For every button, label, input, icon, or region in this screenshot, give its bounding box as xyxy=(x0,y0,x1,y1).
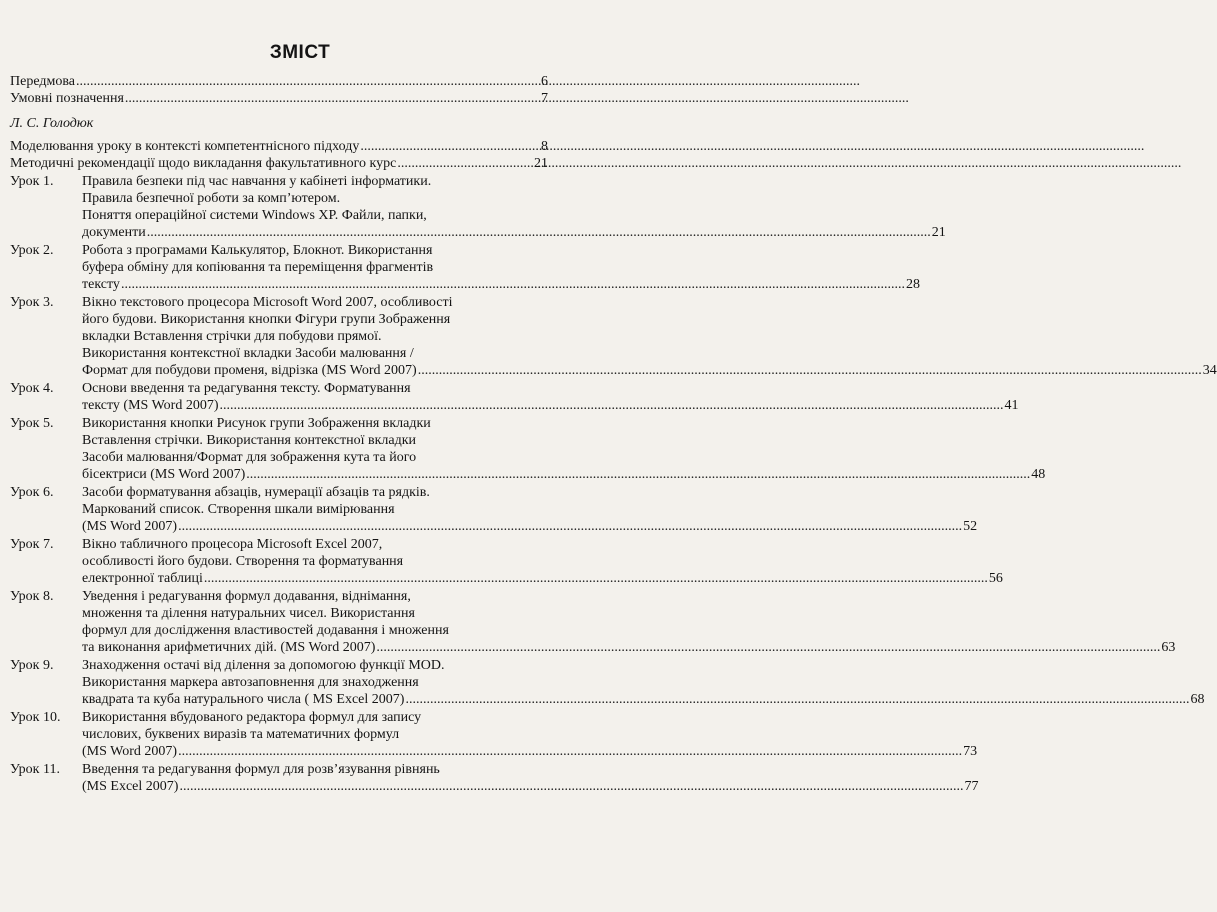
lesson-title-line xyxy=(82,536,1003,553)
toc-entry-text: Засоби малювання/Формат для зображення кута та його xyxy=(82,450,417,465)
lesson-title-line xyxy=(82,190,946,207)
toc-lesson-entry[interactable] xyxy=(10,709,978,760)
toc-entry-text: Поняття операційної системи Windows XP. Файли, папки, xyxy=(82,208,427,223)
lesson-number: Урок 7. xyxy=(10,537,54,552)
lesson-title xyxy=(82,415,1045,483)
toc-entry-text: Основи введення та редагування тексту. Форматування xyxy=(82,381,411,396)
lesson-title-line xyxy=(82,501,977,518)
leader-dots xyxy=(376,639,1160,656)
toc-entry-text: числових, буквених виразів та математичних формул xyxy=(82,727,400,742)
lesson-title-line xyxy=(82,726,977,743)
lesson-title-line xyxy=(82,380,1019,397)
lesson-title xyxy=(82,709,977,760)
lesson-title xyxy=(82,588,1175,656)
toc-entry-text: вкладки Вставлення стрічки для побудови прямої. xyxy=(82,329,382,344)
lesson-number: Урок 8. xyxy=(10,589,54,604)
toc-entry-text: Використання кнопки Рисунок групи Зображення вкладки xyxy=(82,416,431,431)
author-name: Л. С. Голодюк xyxy=(10,116,94,131)
lesson-title-line xyxy=(82,709,977,726)
leader-dots xyxy=(418,362,1202,379)
lesson-number: Урок 6. xyxy=(10,485,54,500)
toc-entry-text: Використання маркера автозаповнення для знаходження xyxy=(82,675,419,690)
lesson-title-line xyxy=(82,449,1045,466)
toc-entry[interactable] xyxy=(10,90,548,107)
toc-entry-page: 63 xyxy=(1161,640,1176,655)
toc-entry-page: 21 xyxy=(534,156,548,171)
lesson-title-line xyxy=(82,345,1217,362)
toc-entry-text: бісектриси (MS Word 2007) xyxy=(82,467,246,482)
toc-entry-text: Знаходження остачі від ділення за допомогою функції MOD. xyxy=(82,658,445,673)
lesson-title xyxy=(82,484,977,535)
toc-entry-page: 41 xyxy=(1004,398,1019,413)
toc-lesson-entry[interactable] xyxy=(10,380,1019,414)
leader-dots xyxy=(246,466,1030,483)
table-of-contents xyxy=(10,73,1217,795)
toc-entry-text: електронної таблиці xyxy=(82,571,203,586)
toc-entry-page: 56 xyxy=(988,571,1003,586)
lessons-list xyxy=(10,173,1217,795)
leader-dots xyxy=(204,570,988,587)
leader-dots xyxy=(179,778,963,795)
lesson-title-line xyxy=(82,276,920,293)
toc-entry-text: Введення та редагування формул для розв’язування рівнянь xyxy=(82,762,440,777)
toc-entry[interactable] xyxy=(10,73,548,90)
toc-entry-page: 8 xyxy=(541,139,548,154)
toc-entry-page: 48 xyxy=(1031,467,1046,482)
lesson-title-line xyxy=(82,173,946,190)
lesson-title-line xyxy=(82,311,1217,328)
lesson-title-line xyxy=(82,605,1175,622)
lesson-title-line xyxy=(82,294,1217,311)
leader-dots xyxy=(360,138,540,155)
lesson-number: Урок 1. xyxy=(10,174,54,189)
lesson-title-line xyxy=(82,259,920,276)
toc-entry-text: Моделювання уроку в контексті компетентнісного підходу xyxy=(10,139,360,154)
toc-entry-text: (MS Word 2007) xyxy=(82,744,178,759)
lesson-title-line xyxy=(82,207,946,224)
lesson-title-line xyxy=(82,484,977,501)
toc-entry-page: 21 xyxy=(931,225,946,240)
toc-entry-text: Правила безпечної роботи за комп’ютером. xyxy=(82,191,341,206)
lesson-title-line xyxy=(82,588,1175,605)
toc-entry-text: Засоби форматування абзаців, нумерації абзаців та рядків. xyxy=(82,485,430,500)
toc-lesson-entry[interactable] xyxy=(10,536,1003,587)
lesson-number: Урок 3. xyxy=(10,295,54,310)
toc-entry[interactable] xyxy=(10,155,548,172)
lesson-title-line xyxy=(82,778,978,795)
toc-entry-page: 77 xyxy=(964,779,979,794)
leader-dots xyxy=(121,276,905,293)
lesson-number: Урок 4. xyxy=(10,381,54,396)
lesson-title-line xyxy=(82,761,978,778)
toc-entry-text: Методичні рекомендації щодо викладання факультативного курс xyxy=(10,156,397,171)
leader-dots xyxy=(397,155,533,172)
toc-entry-page: 6 xyxy=(541,74,548,89)
leader-dots xyxy=(125,90,540,107)
toc-entry-text: формул для дослідження властивостей додавання і множення xyxy=(82,623,449,638)
lesson-title-line xyxy=(82,570,1003,587)
toc-lesson-entry[interactable] xyxy=(10,657,1205,708)
leader-dots xyxy=(178,518,962,535)
toc-entry[interactable] xyxy=(10,138,548,155)
page-title: ЗМІСТ xyxy=(269,42,331,63)
lesson-title-line xyxy=(82,639,1175,656)
front-matter xyxy=(10,73,548,107)
leader-dots xyxy=(405,691,1189,708)
leader-dots xyxy=(220,397,1004,414)
lesson-title-line xyxy=(82,328,1217,345)
lesson-number: Урок 9. xyxy=(10,658,54,673)
leader-dots xyxy=(147,224,931,241)
lesson-title-line xyxy=(82,466,1045,483)
toc-entry-text: та виконання арифметичних дій. (MS Word 2007) xyxy=(82,640,376,655)
lesson-title-line xyxy=(82,415,1045,432)
toc-entry-text: Вставлення стрічки. Використання контекстної вкладки xyxy=(82,433,416,448)
toc-entry-text: Використання контекстної вкладки Засоби малювання / xyxy=(82,346,414,361)
lesson-title-line xyxy=(82,432,1045,449)
lesson-title-line xyxy=(82,622,1175,639)
toc-lesson-entry[interactable] xyxy=(10,173,946,241)
toc-entry-text: множення та ділення натуральних чисел. Використання xyxy=(82,606,415,621)
lesson-title-line xyxy=(82,691,1204,708)
toc-entry-text: (MS Excel 2007) xyxy=(82,779,179,794)
toc-entry-text: Передмова xyxy=(10,74,75,89)
toc-entry-page: 68 xyxy=(1190,692,1205,707)
lesson-title xyxy=(82,657,1204,708)
lesson-number: Урок 2. xyxy=(10,243,54,258)
toc-entry-text: Вікно текстового процесора Microsoft Word 2007, особливості xyxy=(82,295,453,310)
lesson-title xyxy=(82,173,946,241)
toc-lesson-entry[interactable] xyxy=(10,761,979,795)
lesson-number: Урок 11. xyxy=(10,762,60,777)
lesson-title-line xyxy=(82,224,946,241)
lesson-title-line xyxy=(82,397,1019,414)
leader-dots xyxy=(76,73,540,90)
lesson-number: Урок 10. xyxy=(10,710,61,725)
toc-entry-text: Робота з програмами Калькулятор, Блокнот. Використання xyxy=(82,243,433,258)
lesson-title-line xyxy=(82,518,977,535)
leader-dots xyxy=(178,743,962,760)
lesson-title-line xyxy=(82,674,1204,691)
toc-entry-text: квадрата та куба натурального числа ( MS Excel 2007) xyxy=(82,692,405,707)
toc-lesson-entry[interactable] xyxy=(10,484,978,535)
lesson-title xyxy=(82,380,1019,414)
toc-lesson-entry[interactable] xyxy=(10,588,1176,656)
lesson-title xyxy=(82,536,1003,587)
toc-lesson-entry[interactable] xyxy=(10,242,920,293)
toc-lesson-entry[interactable] xyxy=(10,415,1046,483)
toc-lesson-entry[interactable] xyxy=(10,294,1217,379)
intro-section xyxy=(10,138,548,172)
toc-entry-page: 52 xyxy=(963,519,978,534)
lesson-title-line xyxy=(82,362,1217,379)
toc-entry-page: 73 xyxy=(963,744,978,759)
toc-entry-text: Уведення і редагування формул додавання, віднімання, xyxy=(82,589,411,604)
toc-entry-text: документи xyxy=(82,225,146,240)
toc-entry-text: тексту (MS Word 2007) xyxy=(82,398,219,413)
lesson-title-line xyxy=(82,242,920,259)
toc-entry-page: 34 xyxy=(1202,363,1217,378)
toc-entry-text: буфера обміну для копіювання та переміщення фрагментів xyxy=(82,260,434,275)
toc-entry-text: його будови. Використання кнопки Фігури групи Зображення xyxy=(82,312,451,327)
lesson-title-line xyxy=(82,657,1204,674)
lesson-title xyxy=(82,294,1217,379)
toc-entry-text: Формат для побудови променя, відрізка (MS Word 2007) xyxy=(82,363,417,378)
lesson-number: Урок 5. xyxy=(10,416,54,431)
toc-entry-text: Умовні позначення xyxy=(10,91,124,106)
lesson-title xyxy=(82,761,978,795)
lesson-title xyxy=(82,242,920,293)
toc-entry-text: (MS Word 2007) xyxy=(82,519,178,534)
toc-entry-page: 7 xyxy=(541,91,548,106)
toc-entry-text: Вікно табличного процесора Microsoft Excel 2007, xyxy=(82,537,383,552)
lesson-title-line xyxy=(82,553,1003,570)
toc-entry-text: тексту xyxy=(82,277,120,292)
toc-entry-text: особливості його будови. Створення та форматування xyxy=(82,554,404,569)
toc-entry-page: 28 xyxy=(905,277,920,292)
lesson-title-line xyxy=(82,743,977,760)
toc-entry-text: Правила безпеки під час навчання у кабінеті інформатики. xyxy=(82,174,432,189)
toc-entry-text: Маркований список. Створення шкали вимірювання xyxy=(82,502,395,517)
toc-entry-text: Використання вбудованого редактора формул для запису xyxy=(82,710,422,725)
